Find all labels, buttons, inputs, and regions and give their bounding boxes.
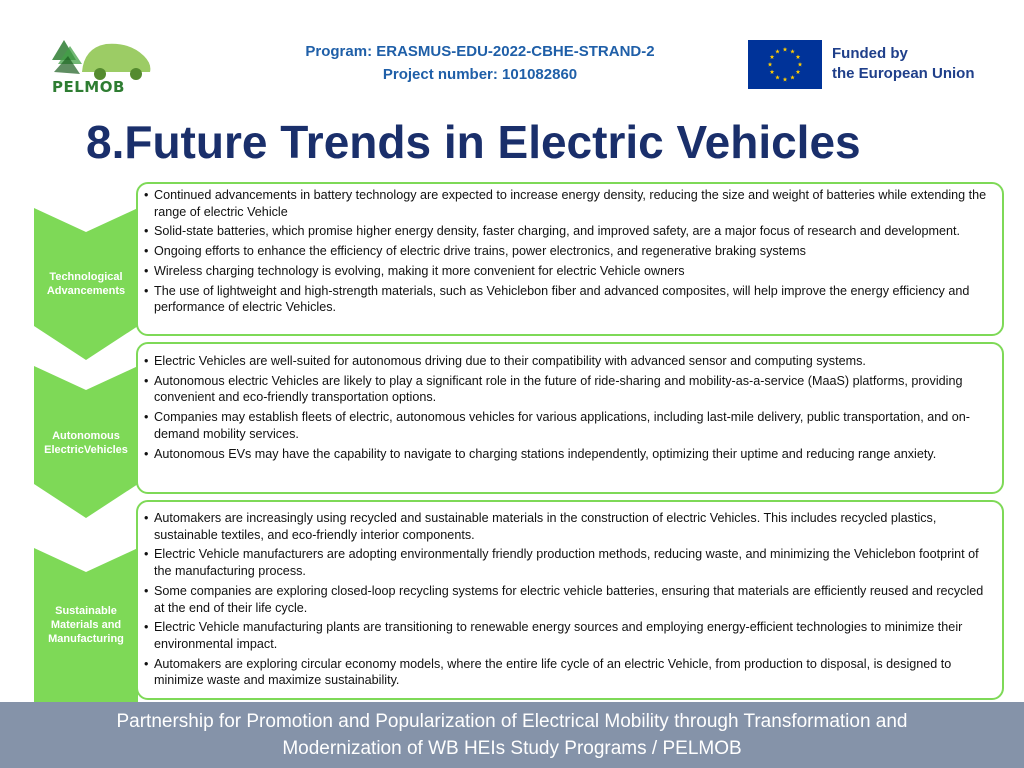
list-item: • The use of lightweight and high-strength materials, such as Vehiclebon fiber and advanced composites, will help improve the energy efficiency and performance of electric Vehicles. [144, 283, 996, 316]
logo-text: PELMOB [52, 78, 125, 96]
list-item: • Companies may establish fleets of electric, autonomous vehicles for various applications, including last-mile delivery, public transportation, and on-demand mobility services. [144, 409, 996, 442]
project-number-line: Project number: 101082860 [382, 66, 578, 83]
bullet-list [144, 510, 996, 689]
page-title: 8.Future Trends in Electric Vehicles [86, 116, 861, 168]
list-item: • Automakers are exploring circular economy models, where the entire life cycle of an electric Vehicle, from production to disposal, is designed to minimize waste and maximize sustainability. [144, 656, 996, 689]
program-info [230, 40, 730, 86]
list-item: • Wireless charging technology is evolving, making it more convenient for electric Vehicle owners [144, 263, 996, 280]
chevron-label-line: Technological [49, 271, 123, 283]
list-item: • Some companies are exploring closed-loop recycling systems for electric vehicle batteries, ensuring that materials are efficiently reused and recycled at the end of their life cycle. [144, 583, 996, 616]
chevron-technological-advancements [34, 208, 138, 360]
footer-line-2: Modernization of WB HEIs Study Programs / PELMOB [282, 738, 742, 759]
chevron-sustainable-materials [34, 548, 138, 702]
chevron-label [34, 270, 138, 298]
content-box-sustainable [136, 500, 1004, 700]
list-item: • Electric Vehicle manufacturing plants are transitioning to renewable energy sources and employing energy-efficient technologies to minimize their environmental impact. [144, 619, 996, 652]
program-line: Program: ERASMUS-EDU-2022-CBHE-STRAND-2 [305, 43, 655, 60]
chevron-label [34, 429, 138, 457]
chevron-autonomous-electric-vehicles [34, 366, 138, 518]
list-item: • Solid-state batteries, which promise higher energy density, faster charging, and improved safety, are a major focus of research and development. [144, 223, 996, 240]
chevron-label-line: Materials and [50, 619, 122, 631]
chevron-label-line: Advancements [46, 285, 126, 297]
content-box-technological [136, 182, 1004, 336]
content-box-autonomous [136, 342, 1004, 494]
eu-flag-icon [748, 40, 822, 89]
footer-banner [0, 702, 1024, 768]
eu-line-1: Funded by [832, 45, 908, 62]
chevron-label [34, 604, 138, 646]
list-item: • Automakers are increasingly using recycled and sustainable materials in the construction of electric Vehicles. This includes recycled plastics, sustainable textiles, and eco-friendly interior components. [144, 510, 996, 543]
list-item: • Autonomous electric Vehicles are likely to play a significant role in the future of ride-sharing and mobility-as-a-service (MaaS) platforms, providing convenient and eco-friendly transportation options. [144, 373, 996, 406]
chevron-label-line: ElectricVehicles [44, 444, 128, 456]
footer-line-1: Partnership for Promotion and Popularization of Electrical Mobility through Transformation and [116, 711, 908, 732]
eu-line-2: the European Union [832, 65, 975, 82]
bullet-list [144, 187, 996, 316]
list-item: • Continued advancements in battery technology are expected to increase energy density, reducing the size and weight of batteries while extending the range of electric Vehicle [144, 187, 996, 220]
eu-funding-text [832, 44, 975, 84]
chevron-label-line: Sustainable [55, 605, 117, 617]
recycle-car-icon [44, 34, 156, 84]
chevron-label-line: Manufacturing [48, 633, 124, 645]
list-item: • Electric Vehicles are well-suited for autonomous driving due to their compatibility with advanced sensor and computing systems. [144, 353, 996, 370]
bullet-list [144, 353, 996, 462]
list-item: • Ongoing efforts to enhance the efficiency of electric drive trains, power electronics, and regenerative braking systems [144, 243, 996, 260]
chevron-label-line: Autonomous [52, 430, 120, 442]
list-item: • Autonomous EVs may have the capability to navigate to charging stations independently, optimizing their uptime and reducing range anxiety. [144, 446, 996, 463]
pelmob-logo [44, 34, 156, 100]
list-item: • Electric Vehicle manufacturers are adopting environmentally friendly production methods, reducing waste, and minimizing the Vehiclebon footprint of the manufacturing process. [144, 546, 996, 579]
